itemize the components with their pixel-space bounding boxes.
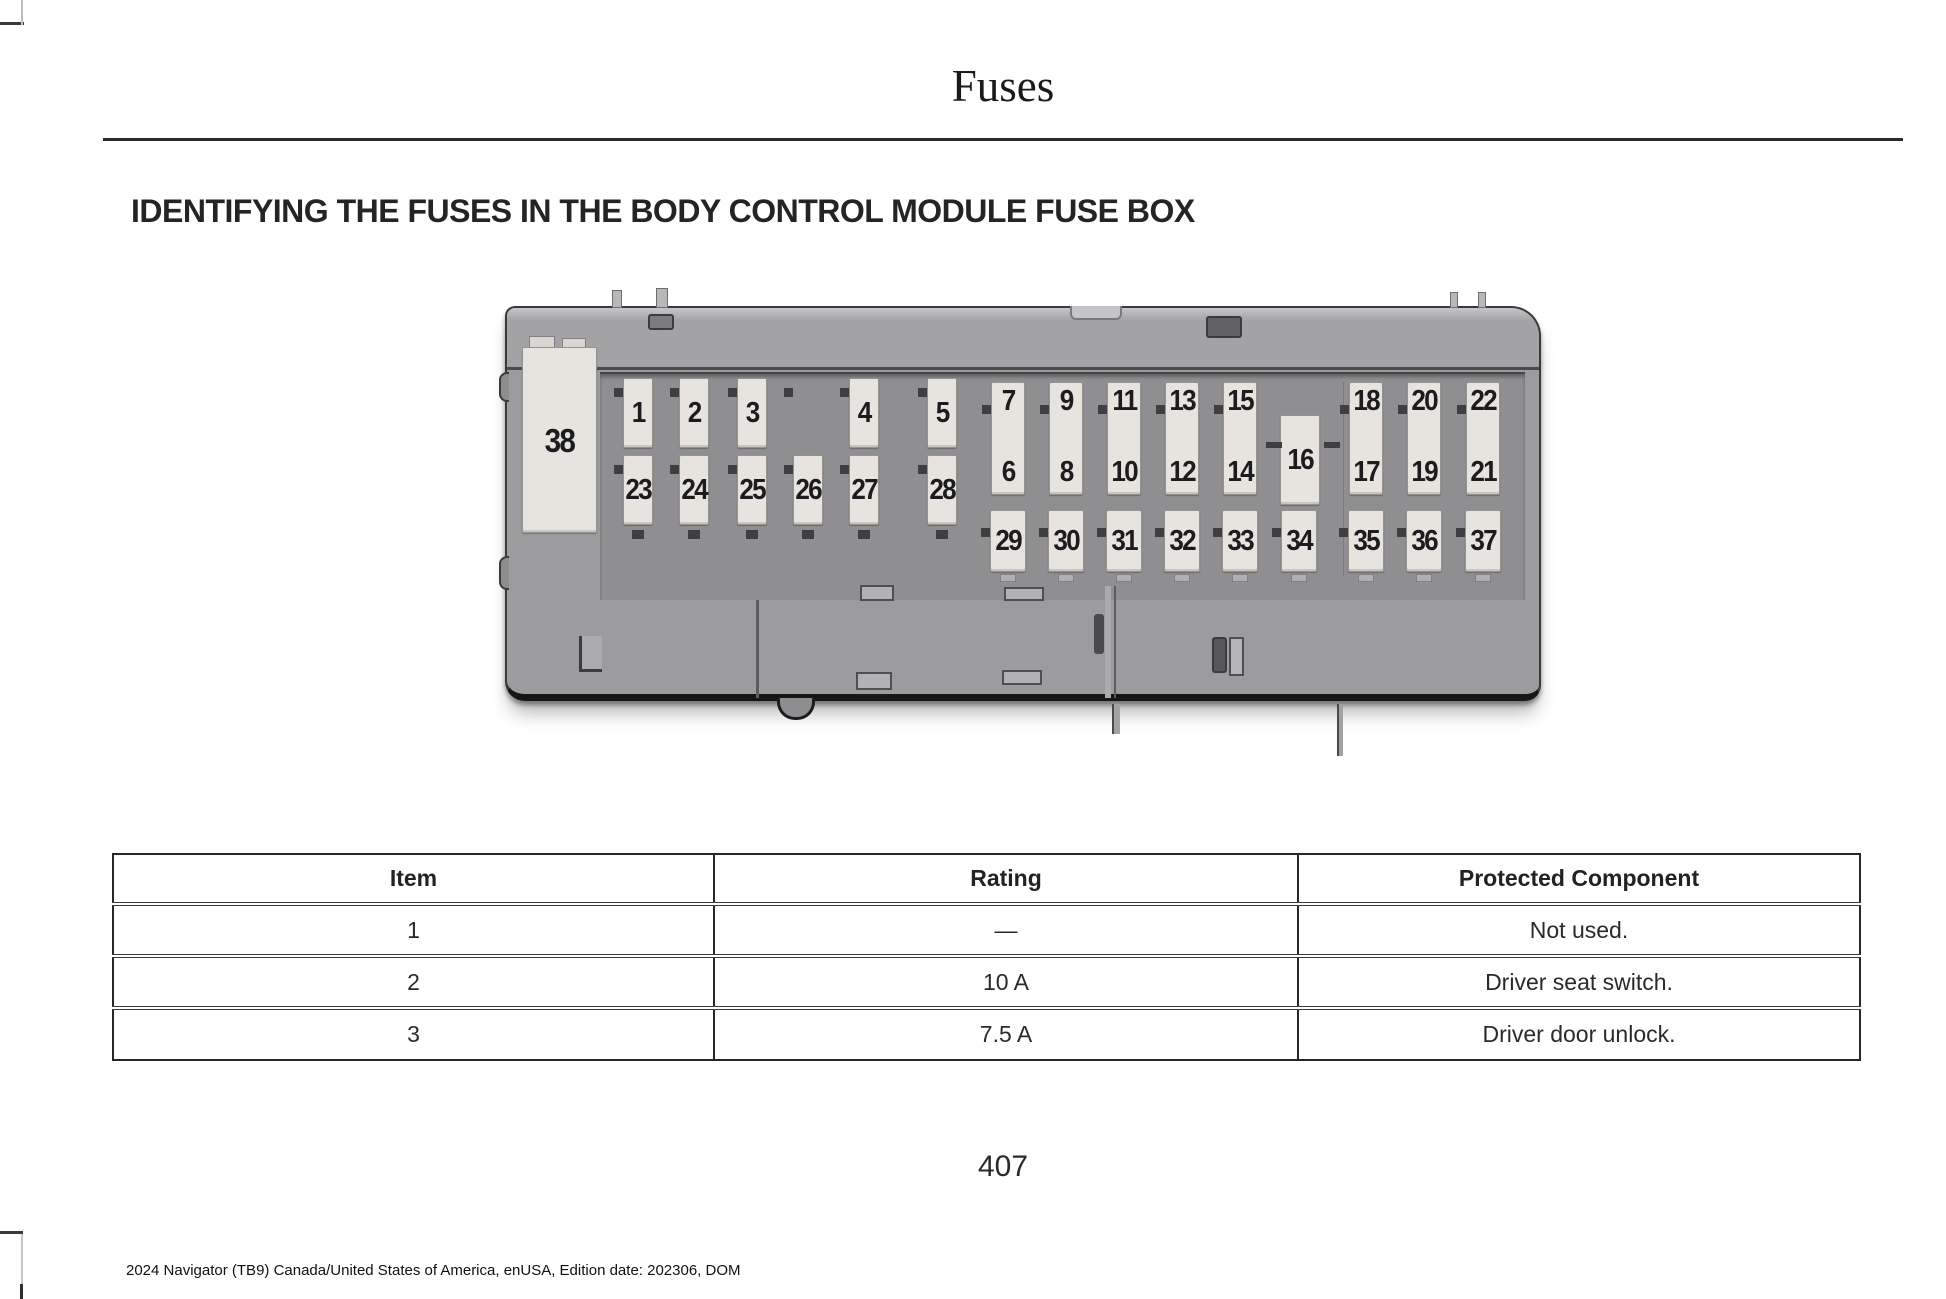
connector-nub — [670, 388, 679, 397]
fuse-27 — [849, 455, 879, 525]
fuse-label: 23 — [625, 473, 651, 506]
connector-nub — [1339, 528, 1348, 537]
column-header: Item — [113, 854, 714, 904]
connector-nub — [1097, 528, 1106, 537]
fuse-label: 30 — [1053, 524, 1079, 557]
fuse-11-10 — [1107, 382, 1141, 495]
fuse-label: 16 — [1287, 443, 1313, 476]
connector-nub — [614, 388, 623, 397]
fuse-26 — [793, 455, 823, 525]
fuse-table-header-row — [113, 854, 1860, 904]
fuse-2 — [679, 378, 709, 448]
fuse-label: 36 — [1411, 524, 1437, 557]
fuse-label: 22 — [1470, 385, 1496, 417]
fusebox-left-tab — [499, 556, 509, 590]
fuse-label: 38 — [544, 421, 575, 459]
page-title: Fuses — [951, 61, 1055, 111]
connector-nub — [1457, 405, 1466, 414]
fusebox-slot — [1094, 614, 1104, 654]
fusebox-top-notch — [1070, 306, 1122, 320]
fuse-29 — [990, 510, 1026, 572]
fuse-23 — [623, 455, 653, 525]
fusebox-clip — [856, 672, 892, 690]
fuse-label: 18 — [1353, 385, 1379, 417]
fuse-foot — [1291, 574, 1307, 582]
fuse-label: 35 — [1353, 524, 1379, 557]
fusebox-hanging-pin — [1112, 704, 1120, 734]
fuse-9-8 — [1049, 382, 1083, 495]
fuse-32 — [1164, 510, 1200, 572]
connector-nub — [1340, 405, 1349, 414]
column-header: Protected Component — [1298, 854, 1860, 904]
connector-nub — [981, 528, 990, 537]
fuse-table-cell: — — [714, 904, 1298, 956]
fuse-table-cell: Driver seat switch. — [1298, 956, 1860, 1008]
fuse-label: 6 — [1001, 456, 1015, 488]
fuse-5 — [927, 378, 957, 448]
fuse-label: 29 — [995, 524, 1021, 557]
fuse-4 — [849, 378, 879, 448]
fuse-label: 32 — [1169, 524, 1195, 557]
fuse-35 — [1348, 510, 1384, 572]
fuse-label: 11 — [1111, 385, 1136, 417]
fuse-table-cell: Not used. — [1298, 904, 1860, 956]
connector-nub — [1098, 405, 1107, 414]
fuse-label: 4 — [857, 396, 871, 429]
fusebox-slot — [1212, 637, 1227, 673]
fuse-table — [112, 853, 1861, 1061]
crop-mark-bottom-left-vertical — [21, 1234, 23, 1284]
fuse-7-6 — [991, 382, 1025, 495]
fuse-label: 20 — [1411, 385, 1437, 417]
fuse16-flank — [1324, 442, 1340, 448]
fuse-22-21 — [1466, 382, 1500, 495]
fusebox-bottom-groove — [1105, 586, 1111, 698]
fusebox-hanging-pin — [1337, 704, 1343, 756]
fuse-37 — [1465, 510, 1501, 572]
connector-nub — [784, 465, 793, 474]
fusebox-top-pin — [1450, 292, 1458, 308]
fuse-label: 17 — [1353, 456, 1379, 488]
fuse-label: 27 — [851, 473, 877, 506]
fuse-table-row — [113, 904, 1860, 956]
fuse-label: 26 — [795, 473, 821, 506]
fuse-table-cell: 7.5 A — [714, 1008, 1298, 1060]
fuse-38 — [522, 347, 597, 533]
fusebox-slot — [579, 636, 602, 672]
fuse-25 — [737, 455, 767, 525]
fuse-label: 10 — [1111, 456, 1137, 488]
connector-nub — [746, 530, 758, 539]
fuse-20-19 — [1407, 382, 1441, 495]
fuse-foot — [1058, 574, 1074, 582]
fuse-label: 15 — [1227, 385, 1253, 417]
connector-nub — [858, 530, 870, 539]
fuse-table-row — [113, 956, 1860, 1008]
fusebox-bottom-tab — [777, 698, 815, 720]
fuse-label: 19 — [1411, 456, 1437, 488]
connector-nub — [918, 465, 927, 474]
fuse-24 — [679, 455, 709, 525]
fuse-table-cell: 1 — [113, 904, 714, 956]
fuse-foot — [1475, 574, 1491, 582]
fuse-foot — [1358, 574, 1374, 582]
connector-nub — [802, 530, 814, 539]
connector-nub — [1397, 528, 1406, 537]
fuse-36 — [1406, 510, 1442, 572]
fuse-table-cell: 3 — [113, 1008, 714, 1060]
fuse-label: 1 — [631, 396, 645, 429]
column-header: Rating — [714, 854, 1298, 904]
connector-nub — [1155, 528, 1164, 537]
connector-nub — [918, 388, 927, 397]
fuse-label: 34 — [1286, 524, 1312, 557]
fusebox-slot — [1229, 637, 1244, 676]
fuse-label: 13 — [1169, 385, 1195, 417]
fuse-label: 33 — [1227, 524, 1253, 557]
fuse-13-12 — [1165, 382, 1199, 495]
connector-nub — [840, 388, 849, 397]
connector-nub — [1040, 405, 1049, 414]
fuse-33 — [1222, 510, 1258, 572]
fuse-28 — [927, 455, 957, 525]
connector-nub — [784, 388, 793, 397]
fuse-table-row — [113, 1008, 1860, 1060]
fuse-label: 24 — [681, 473, 707, 506]
fuse-label: 5 — [935, 396, 949, 429]
fuse-label: 2 — [687, 396, 701, 429]
connector-nub — [982, 405, 991, 414]
connector-nub — [840, 465, 849, 474]
connector-nub — [1156, 405, 1165, 414]
fuse-label: 31 — [1111, 524, 1137, 557]
fuse-foot — [1416, 574, 1432, 582]
fuse-table-cell: 10 A — [714, 956, 1298, 1008]
fusebox-bottom-seam — [1114, 586, 1116, 698]
connector-nub — [614, 465, 623, 474]
fuse-34 — [1281, 510, 1317, 572]
fuse-label: 28 — [929, 473, 955, 506]
fuse-box-diagram — [497, 286, 1547, 761]
section-heading: IDENTIFYING THE FUSES IN THE BODY CONTROL MODULE FUSE BOX — [131, 193, 1195, 229]
fuse-1 — [623, 378, 653, 448]
fusebox-top-clip — [1206, 316, 1242, 338]
fuse-foot — [1000, 574, 1016, 582]
connector-nub — [936, 530, 948, 539]
fusebox-top-pin — [612, 290, 622, 308]
fuse16-flank — [1266, 442, 1282, 448]
crop-mark-bottom-left-tail — [20, 1284, 23, 1299]
fuse-foot — [1174, 574, 1190, 582]
connector-nub — [688, 530, 700, 539]
connector-nub — [670, 465, 679, 474]
fusebox-clip — [860, 585, 894, 601]
fusebox-top-pin — [1478, 292, 1486, 308]
fuse-label: 25 — [739, 473, 765, 506]
fuse-31 — [1106, 510, 1142, 572]
edition-footer: 2024 Navigator (TB9) Canada/United States of America, enUSA, Edition date: 202306, DOM — [126, 1262, 741, 1279]
fuse-16 — [1280, 415, 1320, 505]
connector-nub — [632, 530, 644, 539]
fuse-30 — [1048, 510, 1084, 572]
fuse-foot — [1232, 574, 1248, 582]
connector-nub — [728, 388, 737, 397]
fuse-table-cell: 2 — [113, 956, 714, 1008]
fuse-label: 3 — [745, 396, 759, 429]
fusebox-bottom-seam — [756, 600, 759, 698]
fuse-label: 21 — [1470, 456, 1496, 488]
fuse-18-17 — [1349, 382, 1383, 495]
connector-nub — [1039, 528, 1048, 537]
fuse-table-cell: Driver door unlock. — [1298, 1008, 1860, 1060]
fuse-label: 9 — [1059, 385, 1073, 417]
fusebox-clip — [1004, 587, 1044, 601]
fuse-label: 37 — [1470, 524, 1496, 557]
title-divider — [103, 138, 1903, 141]
fuse-label: 7 — [1001, 385, 1015, 417]
connector-nub — [1213, 528, 1222, 537]
fuse-15-14 — [1223, 382, 1257, 495]
fuse-foot — [1116, 574, 1132, 582]
fusebox-top-pin — [656, 288, 668, 308]
fuse-label: 12 — [1169, 456, 1195, 488]
connector-nub — [1272, 528, 1281, 537]
fusebox-top-clip — [648, 314, 674, 330]
connector-nub — [1398, 405, 1407, 414]
fuse-label: 8 — [1059, 456, 1073, 488]
fuse-3 — [737, 378, 767, 448]
fuse-label: 14 — [1227, 456, 1253, 488]
fusebox-left-tab — [499, 372, 509, 402]
page-number: 407 — [977, 1150, 1029, 1183]
connector-nub — [1214, 405, 1223, 414]
fusebox-clip — [1002, 670, 1042, 685]
connector-nub — [1456, 528, 1465, 537]
connector-nub — [728, 465, 737, 474]
crop-mark-top-left-vertical — [21, 0, 23, 25]
crop-mark-bottom-left-horizontal — [0, 1231, 23, 1234]
